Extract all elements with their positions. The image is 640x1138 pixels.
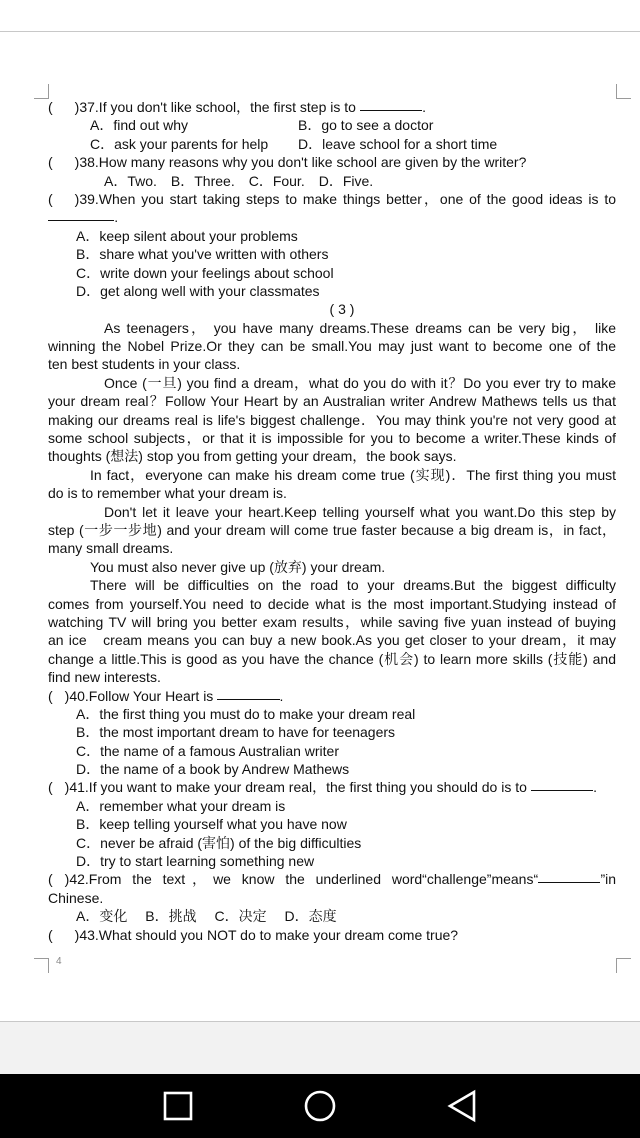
question-option: B．keep telling yourself what you have now	[76, 816, 347, 833]
question-38-options: A．Two. B．Three. C．Four. D．Five.	[104, 172, 374, 189]
passage-line: making our dreams real is life's biggest challenge．You may think you're not very good at	[48, 411, 616, 428]
passage-line: ten best students in your class.	[48, 356, 241, 373]
passage-line: find new interests.	[48, 669, 161, 686]
question-39-option-d: D．get along well with your classmates	[76, 282, 320, 299]
question-option: A．变化 B．挑战 C．决定 D．态度	[76, 908, 337, 925]
question-39-option-b: B．share what you've written with others	[76, 246, 329, 263]
passage-line: comes from yourself.You need to decide what is the most important.Studying instead of	[48, 595, 616, 612]
crop-mark-top-right	[616, 84, 631, 99]
question-37-options-ab: A．find out why B．go to see a doctor	[90, 117, 434, 134]
passage-line: In fact，everyone can make his dream come true (实现)．The first thing you must	[90, 466, 616, 483]
question-37: ( )37.If you don't like school，the first step is to .	[48, 99, 427, 115]
question-option: C．never be afraid (害怕) of the big difficulties	[76, 834, 362, 851]
passage-line: watching TV will bring you better exam results，while saving five yuan instead of buying	[48, 613, 616, 630]
passage-line: change a little.This is good as you have the chance (机会) to learn more skills (技能) and	[48, 650, 616, 667]
answer-blank	[531, 778, 593, 791]
question-option: A．remember what your dream is	[76, 797, 286, 814]
question-39-option-a: A．keep silent about your problems	[76, 227, 298, 244]
passage-line: Once (一旦) you find a dream，what do you do with it？Do you ever try to make	[104, 374, 616, 391]
question-option: D．try to start learning something new	[76, 853, 315, 870]
answer-blank	[217, 687, 279, 700]
back-icon	[444, 1088, 480, 1124]
crop-mark-bottom-right	[616, 958, 631, 973]
passage-line: do is to remember what your dream is.	[48, 485, 287, 502]
question-option: B．the most important dream to have for teenagers	[76, 724, 396, 741]
question-stem: ( )40.Follow Your Heart is .	[48, 687, 284, 704]
passage-line: As teenagers， you have many dreams.These dreams can be very big， like	[104, 319, 616, 336]
page-gap	[0, 1022, 640, 1074]
passage-line: some school subjects，or that it is impossible for you to become a writer.These kinds of	[48, 430, 616, 447]
section-heading: ( 3 )	[329, 301, 355, 318]
question-39-option-c: C．write down your feelings about school	[76, 264, 334, 281]
question-37-options-cd: C．ask your parents for help D．leave school for a short time	[90, 135, 498, 152]
recents-icon	[160, 1088, 196, 1124]
question-option: A．the first thing you must do to make your dream real	[76, 705, 416, 722]
passage-line: Don't let it leave your heart.Keep telling yourself what you want.Do this step by	[104, 503, 616, 520]
question-38: ( )38.How many reasons why you don't like school are given by the writer?	[48, 154, 527, 171]
answer-blank	[360, 98, 422, 111]
crop-mark-top-left	[34, 84, 49, 99]
passage-line: There will be difficulties on the road to your dreams.But the biggest difficulty	[90, 577, 616, 594]
question-stem-continued: Chinese.	[48, 889, 104, 906]
document-body	[48, 98, 616, 944]
answer-blank	[538, 870, 600, 883]
reading-passage	[48, 319, 616, 687]
page-top-edge	[0, 31, 640, 32]
recents-button[interactable]	[160, 1088, 196, 1124]
question-stem: ( )41.If you want to make your dream real，the first thing you should do is to .	[48, 779, 597, 796]
page-number: 4	[56, 956, 62, 967]
passage-line: many small dreams.	[48, 540, 174, 557]
question-stem: ( )43.What should you NOT do to make your dream come true?	[48, 926, 459, 943]
home-button[interactable]	[302, 1088, 338, 1124]
android-navigation-bar	[0, 1074, 640, 1138]
crop-mark-bottom-left	[34, 958, 49, 973]
passage-line: step (一步一步地) and your dream will come true faster because a big dream is，in fact，	[48, 521, 616, 538]
question-39-blank: .	[48, 208, 616, 226]
question-stem: ( )42.From the text，we know the underlined word“challenge”means“ ”in	[48, 871, 616, 888]
questions-40-43	[48, 687, 616, 944]
passage-line: You must also never give up (放弃) your dream.	[90, 558, 386, 575]
passage-line: winning the Nobel Prize.Or they can be small.You may just want to become one of the	[48, 338, 616, 355]
question-option: C．the name of a famous Australian writer	[76, 742, 340, 759]
passage-line: your dream real？Follow Your Heart by an Australian writer Andrew Mathews tells us that	[48, 393, 616, 410]
question-39: ( )39.When you start taking steps to make things better，one of the good ideas is to	[48, 190, 616, 207]
passage-line: an ice cream means you can buy a new book.As you get closer to your dream，it may	[48, 632, 616, 649]
question-option: D．the name of a book by Andrew Mathews	[76, 761, 350, 778]
back-button[interactable]	[444, 1088, 480, 1124]
passage-line: thoughts (想法) stop you from getting your dream，the book says.	[48, 448, 457, 465]
home-icon	[302, 1088, 338, 1124]
